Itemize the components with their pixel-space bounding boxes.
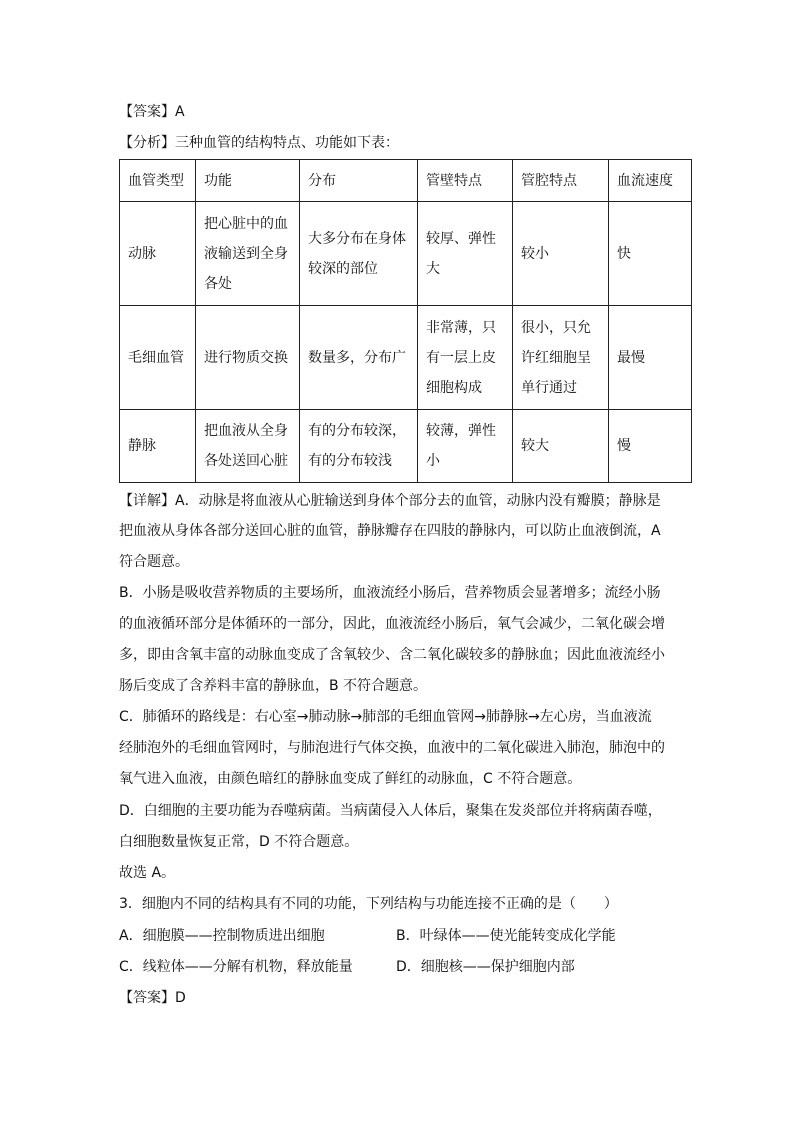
speed-cell: 慢 xyxy=(609,410,692,483)
lumen-cell: 较大 xyxy=(513,410,609,483)
header-cell: 管壁特点 xyxy=(418,160,513,202)
table-row xyxy=(120,306,692,410)
distribution-cell: 大多分布在身体 较深的部位 xyxy=(300,202,418,306)
question-3-stem: 3．细胞内不同的结构具有不同的功能，下列结构与功能连接不正确的是（ ） xyxy=(119,896,618,912)
question-3-option-c: C．线粒体——分解有机物，释放能量 xyxy=(119,959,353,975)
detail-line: 符合题意。 xyxy=(119,554,189,570)
analysis-intro: 【分析】三种血管的结构特点、功能如下表： xyxy=(119,135,399,151)
function-cell: 把心脏中的血 液输送到全身 各处 xyxy=(196,202,300,306)
header-cell: 分布 xyxy=(300,160,418,202)
question-3-option-a: A．细胞膜——控制物质进出细胞 xyxy=(119,928,325,944)
detail-line: 的血液循环部分是体循环的一部分，因此，血液流经小肠后，氧气会减少，二氧化碳会增 xyxy=(119,616,665,632)
detail-line: 故选 A。 xyxy=(119,865,176,881)
question-3-option-d: D．细胞核——保护细胞内部 xyxy=(396,959,575,975)
distribution-cell: 有的分布较深， 有的分布较浅 xyxy=(300,410,418,483)
wall-cell: 非常薄，只 有一层上皮 细胞构成 xyxy=(418,306,513,410)
blood-vessel-table xyxy=(119,159,692,483)
header-cell: 血流速度 xyxy=(609,160,692,202)
answer-line-3: 【答案】D xyxy=(119,990,186,1006)
lumen-cell: 很小，只允 许红细胞呈 单行通过 xyxy=(513,306,609,410)
detail-line: 把血液从身体各部分送回心脏的血管，静脉瓣存在四肢的静脉内，可以防止血液倒流，A xyxy=(119,523,661,539)
detail-line: B．小肠是吸收营养物质的主要场所，血液流经小肠后，营养物质会显著增多；流经小肠 xyxy=(119,585,661,601)
detail-line: D．白细胞的主要功能为吞噬病菌。当病菌侵入人体后，聚集在发炎部位并将病菌吞噬， xyxy=(119,803,662,819)
wall-cell: 较厚、弹性 大 xyxy=(418,202,513,306)
wall-cell: 较薄，弹性 小 xyxy=(418,410,513,483)
vessel-type-cell: 毛细血管 xyxy=(120,306,196,410)
distribution-cell: 数量多，分布广 xyxy=(300,306,418,410)
detail-line: 多，即由含氧丰富的动脉血变成了含氧较少、含二氧化碳较多的静脉血；因此血液流经小 xyxy=(119,647,665,663)
speed-cell: 快 xyxy=(609,202,692,306)
vessel-type-cell: 动脉 xyxy=(120,202,196,306)
header-cell: 血管类型 xyxy=(120,160,196,202)
detail-line: 【详解】A．动脉是将血液从心脏输送到身体个部分去的血管，动脉内没有瓣膜；静脉是 xyxy=(119,493,661,509)
table-header-row xyxy=(120,160,692,202)
function-cell: 把血液从全身 各处送回心脏 xyxy=(196,410,300,483)
vessel-type-cell: 静脉 xyxy=(120,410,196,483)
detail-line: 氧气进入血液，由颜色暗红的静脉血变成了鲜红的动脉血，C 不符合题意。 xyxy=(119,771,582,787)
function-cell: 进行物质交换 xyxy=(196,306,300,410)
answer-line-1: 【答案】A xyxy=(119,104,185,120)
table-row xyxy=(120,202,692,306)
header-cell: 功能 xyxy=(196,160,300,202)
lumen-cell: 较小 xyxy=(513,202,609,306)
speed-cell: 最慢 xyxy=(609,306,692,410)
question-3-option-b: B．叶绿体——使光能转变成化学能 xyxy=(396,928,616,944)
header-cell: 管腔特点 xyxy=(513,160,609,202)
detail-line: 肠后变成了含养料丰富的静脉血，B 不符合题意。 xyxy=(119,678,428,694)
detail-line: C．肺循环的路线是：右心室→肺动脉→肺部的毛细血管网→肺静脉→左心房，当血液流 xyxy=(119,709,652,725)
detail-line: 白细胞数量恢复正常，D 不符合题意。 xyxy=(119,834,359,850)
detail-line: 经肺泡外的毛细血管网时，与肺泡进行气体交换，血液中的二氧化碳进入肺泡，肺泡中的 xyxy=(119,740,665,756)
table-row xyxy=(120,410,692,483)
